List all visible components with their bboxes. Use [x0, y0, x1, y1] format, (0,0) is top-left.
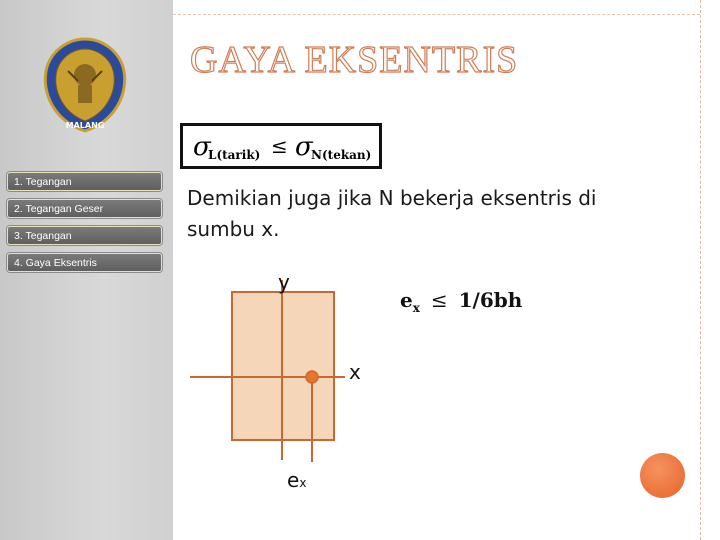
sigma-rhs-subscript: N(tekan) — [311, 148, 372, 162]
ex-label-sub: x — [299, 476, 307, 490]
body-text-line-1: Demikian juga jika N bekerja eksentris di — [187, 186, 597, 210]
nav-item-gaya-eksentris[interactable]: 4. Gaya Eksentris — [7, 253, 162, 272]
ex-formula-e: e — [400, 288, 413, 312]
ex-formula-value: 1/6bh — [458, 288, 523, 312]
sigma-rhs: σ — [295, 132, 313, 162]
ex-formula-operator: ≤ — [430, 288, 448, 312]
eccentricity-limit-formula — [400, 288, 522, 315]
x-axis-label: x — [349, 360, 361, 384]
decorative-circle — [640, 453, 685, 498]
ex-formula-sub: x — [412, 301, 420, 315]
nav-item-tegangan-geser[interactable]: 2. Tegangan Geser — [7, 199, 162, 218]
ex-label — [287, 468, 306, 492]
ex-label-e: e — [287, 468, 300, 492]
nav-item-tegangan[interactable]: 1. Tegangan — [7, 172, 162, 191]
sigma-lhs: σ — [193, 132, 211, 162]
slide-title: GAYA EKSENTRIS — [190, 39, 519, 81]
body-text-line-2: sumbu x. — [187, 217, 280, 241]
leq-operator: ≤ — [271, 134, 288, 158]
sigma-lhs-subscript: L(tarik) — [208, 148, 261, 162]
load-point — [306, 371, 318, 383]
nav-item-tegangan-3[interactable]: 3. Tegangan — [7, 226, 162, 245]
svg-text:MALANG: MALANG — [65, 121, 105, 130]
y-axis-label: y — [278, 270, 290, 294]
